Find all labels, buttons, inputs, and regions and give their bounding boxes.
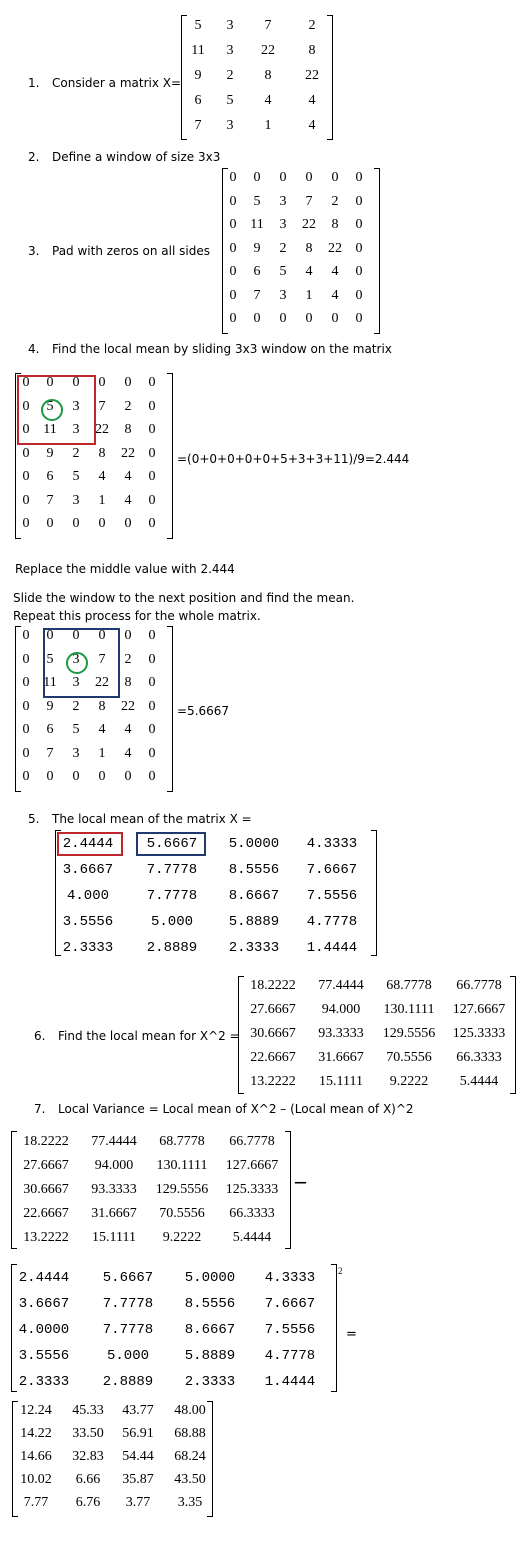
matrix-cell: 5.4444 bbox=[232, 1230, 272, 1245]
matrix-cell: 7.7778 bbox=[102, 1322, 154, 1338]
step-1-number: 1. bbox=[28, 76, 40, 90]
matrix-cell: 0 bbox=[279, 170, 287, 185]
matrix-cell: 2.8889 bbox=[146, 940, 198, 956]
matrix-cell: 0 bbox=[148, 769, 156, 784]
matrix-cell: 31.6667 bbox=[91, 1206, 137, 1221]
matrix-cell: 7 bbox=[46, 492, 54, 508]
matrix-cell: 2 bbox=[124, 651, 132, 667]
matrix-cell: 5.000 bbox=[106, 1348, 149, 1364]
matrix-cell: 11 bbox=[43, 422, 57, 437]
matrix-cell: 27.6667 bbox=[250, 1002, 296, 1017]
matrix-cell: 3 bbox=[279, 193, 287, 209]
matrix-cell: 129.5556 bbox=[155, 1182, 209, 1197]
matrix-cell: 0 bbox=[355, 264, 363, 279]
matrix-cell: 8 bbox=[308, 43, 316, 58]
matrix-cell: 0 bbox=[148, 651, 156, 667]
matrix-cell: 2.3333 bbox=[18, 1374, 70, 1390]
matrix-cell: 0 bbox=[22, 375, 30, 390]
matrix-cell: 4 bbox=[124, 722, 132, 737]
matrix-cell: 66.3333 bbox=[229, 1206, 275, 1221]
matrix-cell: 0 bbox=[148, 445, 156, 461]
matrix-cell: 8 bbox=[98, 445, 106, 461]
matrix-cell: 0 bbox=[22, 745, 30, 761]
matrix-cell: 0 bbox=[253, 170, 261, 185]
matrix-cell: 7.7778 bbox=[146, 888, 198, 904]
matrix-cell: 1 bbox=[98, 745, 106, 761]
matrix-cell: 0 bbox=[72, 516, 80, 531]
matrix-cell: 0 bbox=[229, 170, 237, 185]
matrix-cell: 0 bbox=[46, 375, 54, 390]
matrix-cell: 4.3333 bbox=[306, 836, 358, 852]
matrix-cell: 3 bbox=[72, 422, 80, 437]
matrix-cell: 7.5556 bbox=[264, 1322, 316, 1338]
matrix-cell: 15.1111 bbox=[319, 1074, 363, 1089]
step-7-number: 7. bbox=[34, 1102, 46, 1116]
matrix-cell: 5.8889 bbox=[228, 914, 280, 930]
matrix-cell: 2 bbox=[279, 240, 287, 256]
matrix-cell: 0 bbox=[72, 375, 80, 390]
matrix-cell: 127.6667 bbox=[225, 1158, 279, 1173]
matrix-cell: 4 bbox=[308, 93, 316, 108]
equals-sign: = bbox=[346, 1327, 357, 1342]
matrix-cell: 3 bbox=[226, 18, 234, 33]
matrix-cell: 94.000 bbox=[94, 1158, 134, 1173]
matrix-cell: 0 bbox=[148, 698, 156, 714]
matrix-cell: 32.83 bbox=[72, 1449, 104, 1464]
matrix-cell: 5 bbox=[194, 18, 202, 33]
matrix-cell: 22.6667 bbox=[23, 1206, 69, 1221]
local-mean-matrix-2 bbox=[11, 1264, 337, 1392]
matrix-cell: 35.87 bbox=[122, 1472, 154, 1487]
matrix-cell: 0 bbox=[229, 287, 237, 303]
matrix-cell: 5 bbox=[226, 93, 234, 108]
matrix-cell: 8 bbox=[124, 675, 132, 690]
bracket-right bbox=[374, 168, 380, 334]
matrix-cell: 127.6667 bbox=[452, 1002, 506, 1017]
matrix-cell: 0 bbox=[124, 628, 132, 643]
mean-equation-2: =5.6667 bbox=[177, 704, 230, 718]
matrix-cell: 2.4444 bbox=[18, 1270, 70, 1286]
matrix-cell: 9.2222 bbox=[162, 1230, 202, 1245]
matrix-cell: 11 bbox=[191, 43, 205, 58]
matrix-cell: 4.000 bbox=[66, 888, 109, 904]
local-mean-squared-matrix bbox=[238, 976, 516, 1094]
matrix-cell: 0 bbox=[355, 217, 363, 232]
matrix-cell: 22 bbox=[261, 43, 275, 58]
matrix-cell: 27.6667 bbox=[23, 1158, 69, 1173]
matrix-cell: 5 bbox=[46, 651, 54, 667]
matrix-cell: 129.5556 bbox=[382, 1026, 436, 1041]
matrix-cell: 0 bbox=[22, 469, 30, 484]
matrix-cell: 7.77 bbox=[23, 1495, 49, 1510]
matrix-cell: 3.77 bbox=[125, 1495, 151, 1510]
center-circle-green bbox=[66, 652, 88, 674]
matrix-cell: 0 bbox=[279, 311, 287, 326]
matrix-cell: 7.7778 bbox=[102, 1296, 154, 1312]
matrix-cell: 3 bbox=[72, 651, 80, 667]
step-5-text: The local mean of the matrix X = bbox=[52, 812, 252, 826]
local-variance-matrix bbox=[12, 1401, 213, 1517]
step-3-number: 3. bbox=[28, 244, 40, 258]
matrix-cell: 2.4444 bbox=[62, 836, 114, 852]
matrix-cell: 8 bbox=[264, 68, 272, 83]
matrix-cell: 2 bbox=[226, 68, 234, 83]
matrix-cell: 0 bbox=[124, 375, 132, 390]
matrix-cell: 5 bbox=[253, 193, 261, 209]
matrix-cell: 4.3333 bbox=[264, 1270, 316, 1286]
bracket-right bbox=[167, 373, 173, 539]
bracket-right bbox=[371, 830, 377, 956]
highlight-box-red bbox=[57, 832, 123, 856]
matrix-cell: 2 bbox=[72, 698, 80, 714]
matrix-cell: 15.1111 bbox=[92, 1230, 136, 1245]
matrix-cell: 3 bbox=[72, 492, 80, 508]
matrix-cell: 0 bbox=[355, 287, 363, 303]
local-mean-squared-matrix-2 bbox=[11, 1131, 291, 1249]
matrix-cell: 7 bbox=[305, 193, 313, 209]
bracket-right bbox=[285, 1131, 291, 1249]
bracket-right bbox=[327, 15, 333, 140]
matrix-cell: 5.0000 bbox=[228, 836, 280, 852]
matrix-cell: 8.6667 bbox=[184, 1322, 236, 1338]
step-1-text: Consider a matrix X= bbox=[52, 76, 182, 90]
matrix-cell: 1 bbox=[264, 118, 272, 133]
step-5-number: 5. bbox=[28, 812, 40, 826]
matrix-cell: 2.3333 bbox=[62, 940, 114, 956]
matrix-cell: 4 bbox=[264, 93, 272, 108]
matrix-cell: 1 bbox=[305, 287, 313, 303]
matrix-cell: 9 bbox=[194, 68, 202, 83]
matrix-cell: 5.0000 bbox=[184, 1270, 236, 1286]
matrix-cell: 0 bbox=[148, 469, 156, 484]
matrix-cell: 77.4444 bbox=[318, 978, 364, 993]
matrix-cell: 6 bbox=[46, 722, 54, 737]
matrix-cell: 3.35 bbox=[177, 1495, 203, 1510]
matrix-cell: 93.3333 bbox=[318, 1026, 364, 1041]
matrix-cell: 0 bbox=[229, 217, 237, 232]
matrix-cell: 0 bbox=[22, 398, 30, 414]
matrix-cell: 1.4444 bbox=[264, 1374, 316, 1390]
step-6-number: 6. bbox=[34, 1029, 46, 1043]
matrix-cell: 14.22 bbox=[20, 1426, 52, 1441]
step-6-text: Find the local mean for X^2 = bbox=[58, 1029, 240, 1043]
matrix-cell: 0 bbox=[124, 769, 132, 784]
matrix-cell: 2.8889 bbox=[102, 1374, 154, 1390]
center-circle-green bbox=[41, 399, 63, 421]
matrix-cell: 30.6667 bbox=[250, 1026, 296, 1041]
matrix-x bbox=[181, 15, 333, 140]
matrix-cell: 4 bbox=[124, 745, 132, 761]
matrix-cell: 8.6667 bbox=[228, 888, 280, 904]
matrix-cell: 12.24 bbox=[20, 1403, 52, 1418]
matrix-cell: 7.6667 bbox=[264, 1296, 316, 1312]
matrix-cell: 0 bbox=[229, 240, 237, 256]
matrix-cell: 4 bbox=[305, 264, 313, 279]
matrix-cell: 6 bbox=[253, 264, 261, 279]
matrix-cell: 14.66 bbox=[20, 1449, 52, 1464]
local-mean-matrix bbox=[55, 830, 377, 956]
matrix-cell: 2 bbox=[72, 445, 80, 461]
step-4-number: 4. bbox=[28, 342, 40, 356]
matrix-cell: 45.33 bbox=[72, 1403, 104, 1418]
matrix-cell: 5.8889 bbox=[184, 1348, 236, 1364]
matrix-cell: 4.0000 bbox=[18, 1322, 70, 1338]
matrix-cell: 31.6667 bbox=[318, 1050, 364, 1065]
matrix-cell: 5 bbox=[279, 264, 287, 279]
matrix-cell: 3 bbox=[72, 745, 80, 761]
matrix-cell: 4 bbox=[124, 469, 132, 484]
matrix-cell: 0 bbox=[72, 628, 80, 643]
matrix-cell: 68.7778 bbox=[159, 1134, 205, 1149]
matrix-cell: 22 bbox=[121, 698, 135, 714]
matrix-cell: 5.6667 bbox=[146, 836, 198, 852]
matrix-cell: 6 bbox=[46, 469, 54, 484]
matrix-cell: 0 bbox=[22, 722, 30, 737]
matrix-cell: 22 bbox=[95, 422, 109, 437]
matrix-cell: 7.7778 bbox=[146, 862, 198, 878]
matrix-cell: 0 bbox=[22, 516, 30, 531]
matrix-cell: 5.000 bbox=[150, 914, 193, 930]
step-7-text: Local Variance = Local mean of X^2 – (Local mean of X)^2 bbox=[58, 1102, 414, 1116]
matrix-cell: 7 bbox=[98, 651, 106, 667]
matrix-cell: 0 bbox=[355, 311, 363, 326]
matrix-cell: 4.7778 bbox=[264, 1348, 316, 1364]
matrix-cell: 70.5556 bbox=[159, 1206, 205, 1221]
matrix-cell: 0 bbox=[305, 170, 313, 185]
matrix-cell: 10.02 bbox=[20, 1472, 52, 1487]
matrix-cell: 56.91 bbox=[122, 1426, 154, 1441]
matrix-cell: 0 bbox=[22, 422, 30, 437]
matrix-cell: 11 bbox=[250, 217, 264, 232]
matrix-cell: 94.000 bbox=[321, 1002, 361, 1017]
matrix-cell: 54.44 bbox=[122, 1449, 154, 1464]
matrix-cell: 7 bbox=[194, 118, 202, 133]
matrix-cell: 22 bbox=[95, 675, 109, 690]
matrix-cell: 0 bbox=[148, 492, 156, 508]
matrix-cell: 66.7778 bbox=[229, 1134, 275, 1149]
matrix-cell: 0 bbox=[253, 311, 261, 326]
matrix-cell: 3 bbox=[72, 675, 80, 690]
matrix-cell: 0 bbox=[355, 170, 363, 185]
matrix-cell: 68.24 bbox=[174, 1449, 206, 1464]
matrix-cell: 0 bbox=[305, 311, 313, 326]
matrix-cell: 8 bbox=[331, 217, 339, 232]
matrix-cell: 30.6667 bbox=[23, 1182, 69, 1197]
matrix-cell: 8 bbox=[305, 240, 313, 256]
matrix-cell: 11 bbox=[43, 675, 57, 690]
matrix-cell: 8.5556 bbox=[184, 1296, 236, 1312]
matrix-cell: 5 bbox=[72, 722, 80, 737]
matrix-cell: 0 bbox=[148, 745, 156, 761]
matrix-cell: 8 bbox=[98, 698, 106, 714]
matrix-cell: 4 bbox=[124, 492, 132, 508]
matrix-cell: 43.77 bbox=[122, 1403, 154, 1418]
matrix-cell: 0 bbox=[331, 311, 339, 326]
matrix-cell: 3.5556 bbox=[18, 1348, 70, 1364]
matrix-cell: 4 bbox=[331, 264, 339, 279]
matrix-cell: 2.3333 bbox=[228, 940, 280, 956]
matrix-cell: 0 bbox=[148, 675, 156, 690]
matrix-cell: 77.4444 bbox=[91, 1134, 137, 1149]
matrix-cell: 1 bbox=[98, 492, 106, 508]
matrix-cell: 0 bbox=[355, 240, 363, 256]
matrix-cell: 48.00 bbox=[174, 1403, 206, 1418]
matrix-cell: 18.2222 bbox=[250, 978, 296, 993]
matrix-cell: 22 bbox=[328, 240, 342, 256]
matrix-cell: 0 bbox=[98, 375, 106, 390]
matrix-cell: 33.50 bbox=[72, 1426, 104, 1441]
matrix-cell: 0 bbox=[148, 516, 156, 531]
matrix-cell: 7 bbox=[46, 745, 54, 761]
matrix-cell: 4.7778 bbox=[306, 914, 358, 930]
matrix-cell: 66.3333 bbox=[456, 1050, 502, 1065]
slide-text-1: Slide the window to the next position and find the mean. bbox=[13, 591, 355, 605]
padded-matrix-window-1 bbox=[15, 373, 173, 539]
matrix-cell: 4 bbox=[331, 287, 339, 303]
matrix-cell: 4 bbox=[308, 118, 316, 133]
matrix-cell: 0 bbox=[148, 398, 156, 414]
matrix-cell: 93.3333 bbox=[91, 1182, 137, 1197]
matrix-cell: 125.3333 bbox=[452, 1026, 506, 1041]
matrix-cell: 3.6667 bbox=[18, 1296, 70, 1312]
matrix-cell: 9 bbox=[253, 240, 261, 256]
matrix-cell: 9 bbox=[46, 698, 54, 714]
square-exponent: 2 bbox=[338, 1266, 343, 1276]
matrix-cell: 68.7778 bbox=[386, 978, 432, 993]
matrix-cell: 6.76 bbox=[75, 1495, 101, 1510]
matrix-cell: 3 bbox=[279, 287, 287, 303]
matrix-cell: 9 bbox=[46, 445, 54, 461]
matrix-cell: 0 bbox=[98, 769, 106, 784]
matrix-cell: 22 bbox=[121, 445, 135, 461]
matrix-cell: 0 bbox=[72, 769, 80, 784]
matrix-cell: 0 bbox=[46, 516, 54, 531]
matrix-cell: 0 bbox=[98, 628, 106, 643]
matrix-cell: 3 bbox=[226, 43, 234, 58]
matrix-cell: 2 bbox=[308, 18, 316, 33]
matrix-cell: 3 bbox=[226, 118, 234, 133]
matrix-cell: 0 bbox=[22, 698, 30, 714]
matrix-cell: 8.5556 bbox=[228, 862, 280, 878]
matrix-cell: 22 bbox=[305, 68, 319, 83]
matrix-cell: 2 bbox=[331, 193, 339, 209]
step-2-text: Define a window of size 3x3 bbox=[52, 150, 221, 164]
step-3-text: Pad with zeros on all sides bbox=[52, 244, 210, 258]
matrix-cell: 7 bbox=[253, 287, 261, 303]
matrix-cell: 7 bbox=[264, 18, 272, 33]
matrix-cell: 2 bbox=[124, 398, 132, 414]
matrix-cell: 6.66 bbox=[75, 1472, 101, 1487]
matrix-cell: 4 bbox=[98, 469, 106, 484]
matrix-cell: 3 bbox=[279, 217, 287, 232]
matrix-cell: 7 bbox=[98, 398, 106, 414]
matrix-cell: 43.50 bbox=[174, 1472, 206, 1487]
matrix-cell: 8 bbox=[124, 422, 132, 437]
matrix-cell: 130.1111 bbox=[383, 1002, 435, 1017]
matrix-cell: 0 bbox=[46, 628, 54, 643]
replace-text: Replace the middle value with 2.444 bbox=[15, 562, 235, 576]
matrix-cell: 130.1111 bbox=[156, 1158, 208, 1173]
step-4-text: Find the local mean by sliding 3x3 window on the matrix bbox=[52, 342, 392, 356]
mean-equation-1: =(0+0+0+0+0+5+3+3+11)/9=2.444 bbox=[177, 452, 410, 466]
matrix-cell: 5.6667 bbox=[102, 1270, 154, 1286]
matrix-cell: 0 bbox=[148, 722, 156, 737]
matrix-cell: 0 bbox=[98, 516, 106, 531]
matrix-cell: 0 bbox=[148, 628, 156, 643]
matrix-cell: 3.6667 bbox=[62, 862, 114, 878]
matrix-cell: 5 bbox=[72, 469, 80, 484]
matrix-cell: 18.2222 bbox=[23, 1134, 69, 1149]
matrix-cell: 0 bbox=[22, 651, 30, 667]
matrix-cell: 0 bbox=[22, 492, 30, 508]
matrix-cell: 0 bbox=[22, 628, 30, 643]
matrix-cell: 5 bbox=[46, 398, 54, 414]
step-2-number: 2. bbox=[28, 150, 40, 164]
matrix-cell: 0 bbox=[148, 375, 156, 390]
bracket-right bbox=[167, 626, 173, 792]
minus-sign: – bbox=[295, 1168, 306, 1193]
highlight-box-blue bbox=[136, 832, 206, 856]
matrix-cell: 3.5556 bbox=[62, 914, 114, 930]
matrix-cell: 0 bbox=[229, 311, 237, 326]
matrix-cell: 70.5556 bbox=[386, 1050, 432, 1065]
matrix-cell: 125.3333 bbox=[225, 1182, 279, 1197]
slide-text-2: Repeat this process for the whole matrix. bbox=[13, 609, 261, 623]
matrix-cell: 0 bbox=[229, 193, 237, 209]
matrix-cell: 4 bbox=[98, 722, 106, 737]
matrix-cell: 0 bbox=[22, 769, 30, 784]
padded-matrix-window-2 bbox=[15, 626, 173, 792]
matrix-cell: 7.5556 bbox=[306, 888, 358, 904]
matrix-cell: 6 bbox=[194, 93, 202, 108]
matrix-cell: 0 bbox=[46, 769, 54, 784]
matrix-cell: 5.4444 bbox=[459, 1074, 499, 1089]
matrix-cell: 22.6667 bbox=[250, 1050, 296, 1065]
padded-matrix bbox=[222, 168, 380, 334]
matrix-cell: 0 bbox=[355, 193, 363, 209]
matrix-cell: 13.2222 bbox=[23, 1230, 69, 1245]
matrix-cell: 0 bbox=[22, 445, 30, 461]
matrix-cell: 13.2222 bbox=[250, 1074, 296, 1089]
matrix-cell: 22 bbox=[302, 217, 316, 232]
matrix-cell: 0 bbox=[331, 170, 339, 185]
matrix-cell: 1.4444 bbox=[306, 940, 358, 956]
matrix-cell: 2.3333 bbox=[184, 1374, 236, 1390]
matrix-cell: 7.6667 bbox=[306, 862, 358, 878]
bracket-right bbox=[331, 1264, 337, 1392]
matrix-cell: 0 bbox=[22, 675, 30, 690]
matrix-cell: 9.2222 bbox=[389, 1074, 429, 1089]
matrix-cell: 68.88 bbox=[174, 1426, 206, 1441]
matrix-cell: 0 bbox=[229, 264, 237, 279]
matrix-cell: 0 bbox=[148, 422, 156, 437]
matrix-cell: 0 bbox=[124, 516, 132, 531]
matrix-cell: 3 bbox=[72, 398, 80, 414]
matrix-cell: 66.7778 bbox=[456, 978, 502, 993]
